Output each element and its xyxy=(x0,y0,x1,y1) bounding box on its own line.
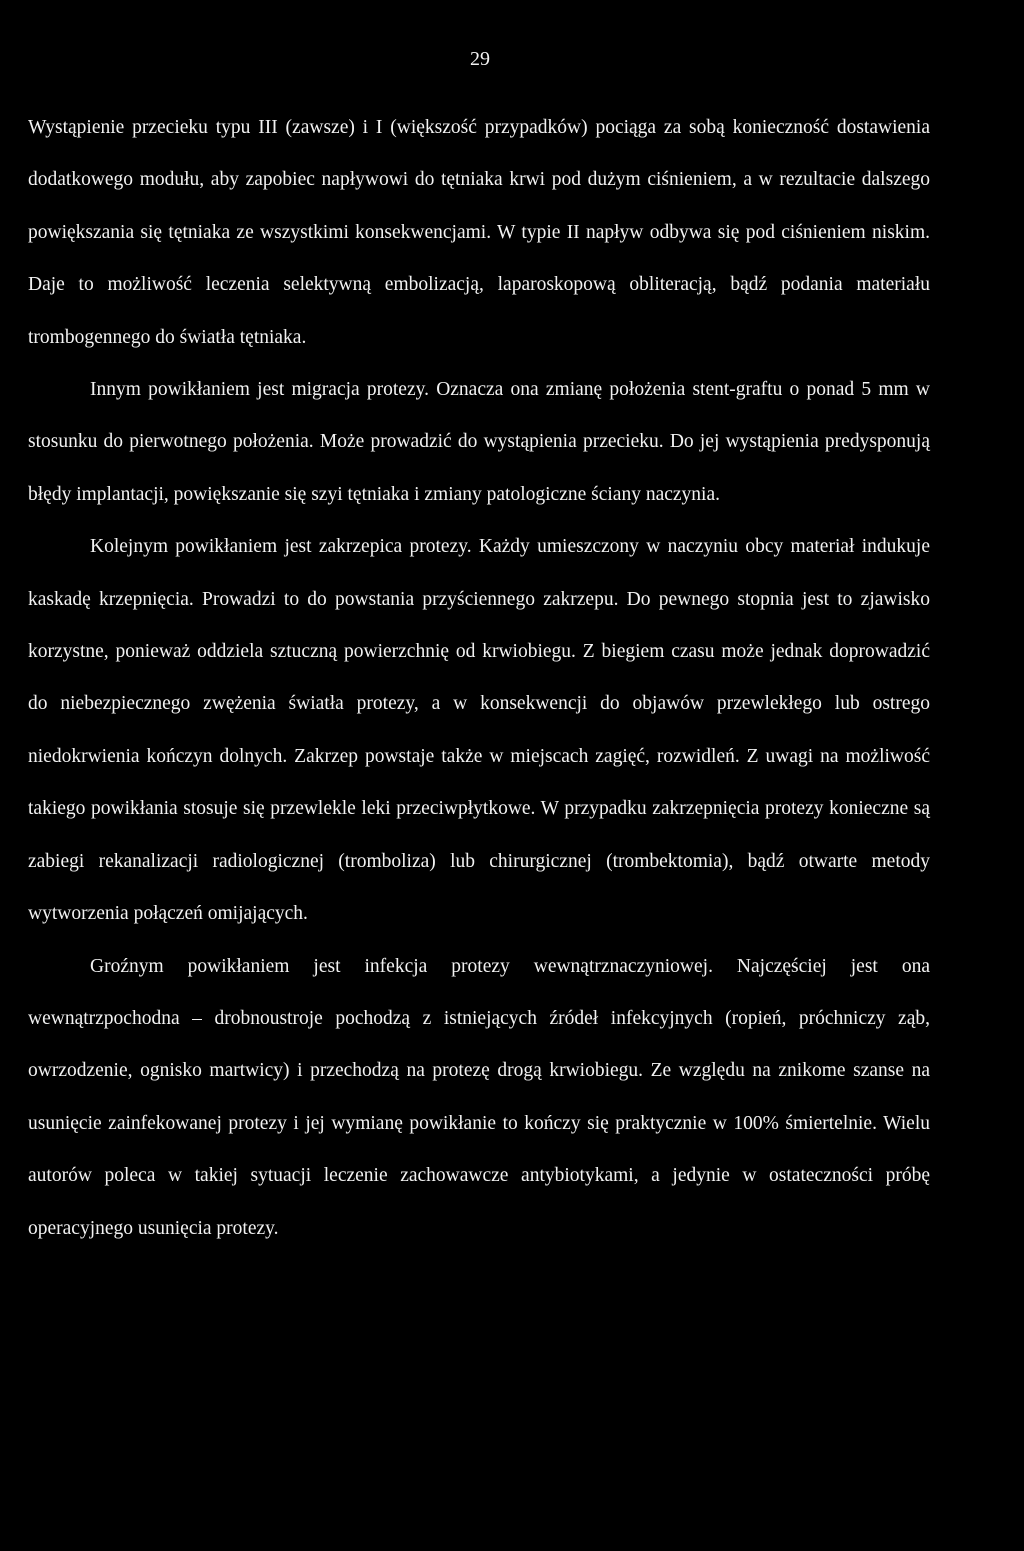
body-text xyxy=(28,102,930,1255)
paragraph-infection: Groźnym powikłaniem jest infekcja protezy wewnątrznaczyniowej. Najczęściej jest ona wewnątrzpochodna – drobnoustroje pochodzą z istniejących źródeł infekcyjnych (ropień, próchniczy ząb, owrzodzenie, ognisko martwicy) i przechodzą na protezę drogą krwiobiegu. Ze względu na znikome szanse na usunięcie zainfekowanej protezy i jej wymianę powikłanie to kończy się praktycznie w 100% śmiertelnie. Wielu autorów poleca w takiej sytuacji leczenie zachowawcze antybiotykami, a jedynie w ostateczności próbę operacyjnego usunięcia protezy. xyxy=(28,955,930,1239)
paragraph-migration: Innym powikłaniem jest migracja protezy. Oznacza ona zmianę położenia stent-graftu o ponad 5 mm w stosunku do pierwotnego położenia. Może prowadzić do wystąpienia przecieku. Do jej wystąpienia predysponują błędy implantacji, powiększanie się szyi tętniaka i zmiany patologiczne ściany naczynia. xyxy=(28,379,930,505)
paragraph-endoleak: Wystąpienie przecieku typu III (zawsze) i I (większość przypadków) pociąga za sobą konieczność dostawienia dodatkowego modułu, aby zapobiec napływowi do tętniaka krwi pod dużym ciśnieniem, a w rezultacie dalszego powiększania się tętniaka ze wszystkimi konsekwencjami. W typie II napływ odbywa się pod ciśnieniem niskim. Daje to możliwość leczenia selektywną embolizacją, laparoskopową obliteracją, bądź podania materiału trombogennego do światła tętniaka. xyxy=(28,117,930,348)
page-number: 29 xyxy=(470,48,490,70)
paragraph-thrombosis: Kolejnym powikłaniem jest zakrzepica protezy. Każdy umieszczony w naczyniu obcy materiał indukuje kaskadę krzepnięcia. Prowadzi to do powstania przyściennego zakrzepu. Do pewnego stopnia jest to zjawisko korzystne, ponieważ oddziela sztuczną powierzchnię od krwiobiegu. Z biegiem czasu może jednak doprowadzić do niebezpiecznego zwężenia światła protezy, a w konsekwencji do objawów przewlekłego lub ostrego niedokrwienia kończyn dolnych. Zakrzep powstaje także w miejscach zagięć, rozwidleń. Z uwagi na możliwość takiego powikłania stosuje się przewlekle leki przeciwpłytkowe. W przypadku zakrzepnięcia protezy konieczne są zabiegi rekanalizacji radiologicznej (tromboliza) lub chirurgicznej (trombektomia), bądź otwarte metody wytworzenia połączeń omijających. xyxy=(28,536,930,925)
